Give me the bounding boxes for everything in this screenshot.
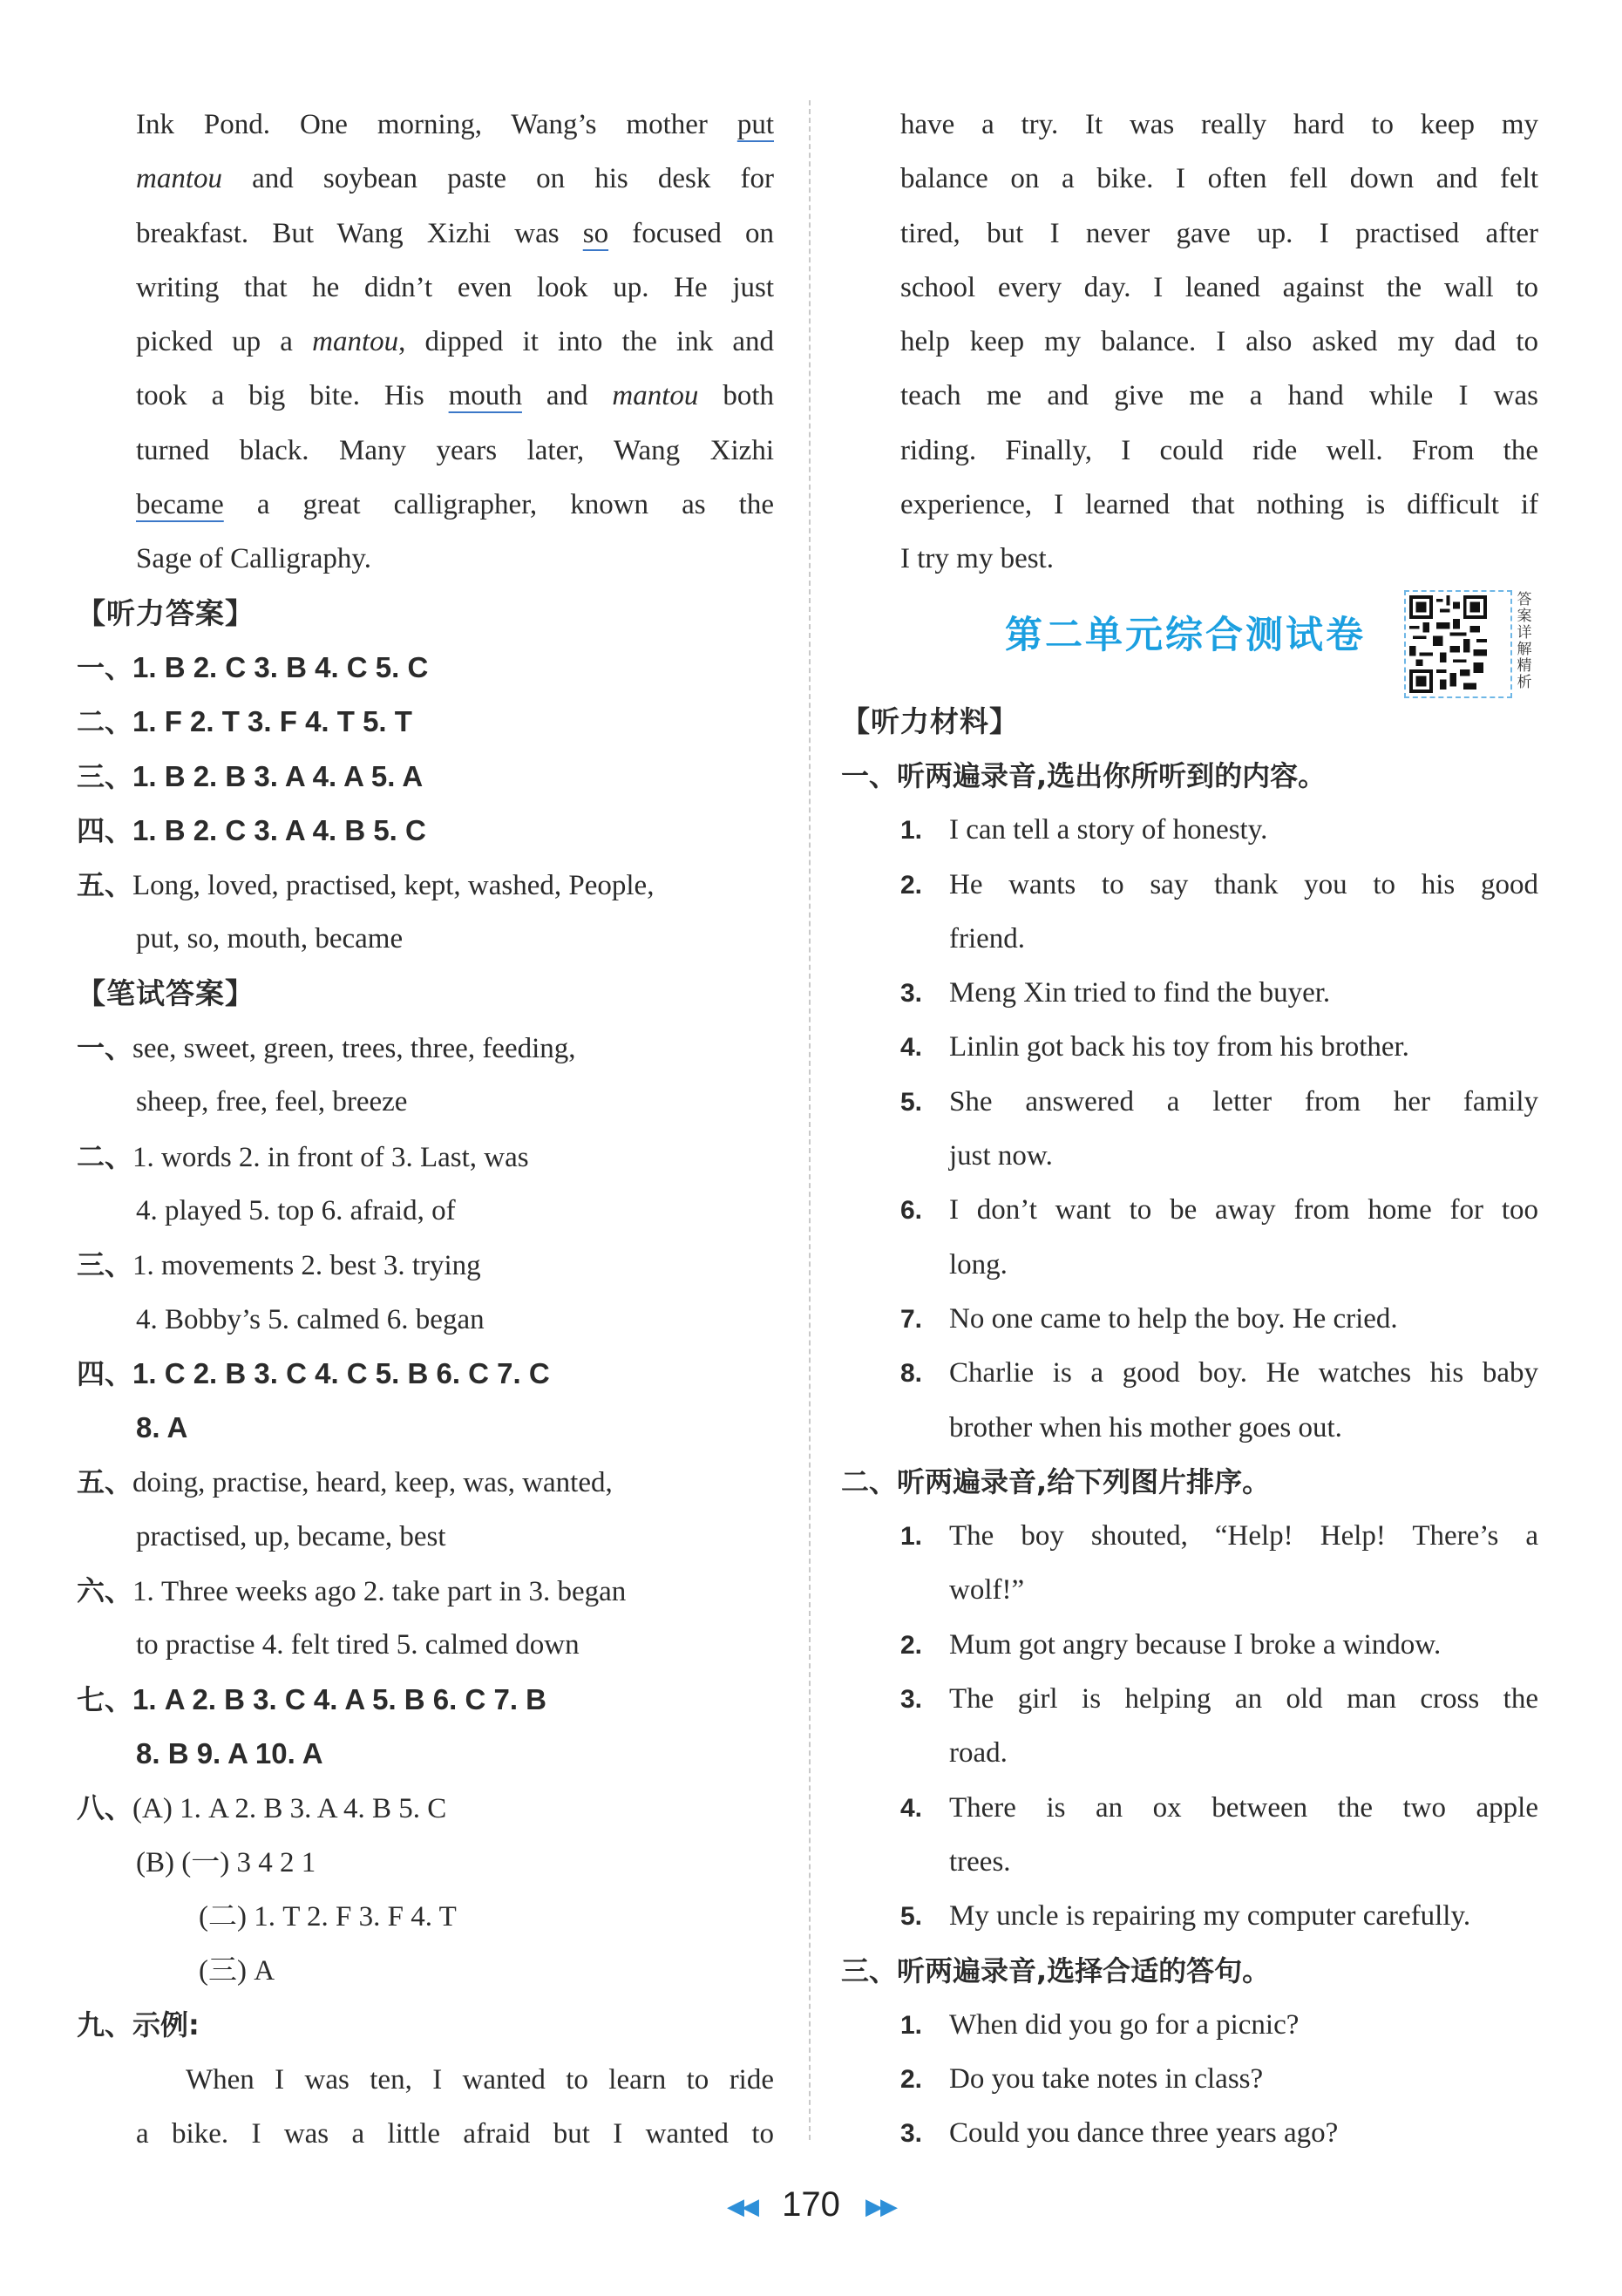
answer-row: 二、1. words 2. in front of 3. Last, was xyxy=(77,1139,529,1173)
answer-row: to practise 4. felt tired 5. calmed down xyxy=(136,1629,580,1661)
section-1-list xyxy=(841,803,1538,1455)
unit-title: 第二单元综合测试卷 xyxy=(1005,613,1366,657)
answer-row: 六、1. Three weeks ago 2. take part in 3. began xyxy=(77,1574,627,1608)
left-column xyxy=(77,98,774,2161)
unit-title-block xyxy=(841,587,1538,695)
answer-row: 8. B 9. A 10. A xyxy=(136,1736,323,1770)
listening-answers-heading: 【听力答案】 xyxy=(77,595,254,630)
next-page-arrows-icon[interactable]: ▶▶ xyxy=(865,2192,895,2219)
item-text: The boy shouted, “Help! Help! There’s a xyxy=(949,1520,1538,1552)
item-number: 8. xyxy=(900,1359,923,1389)
text-line: mantou and soybean paste on his desk for xyxy=(136,163,774,195)
list-item xyxy=(841,1183,1538,1237)
item-number: 2. xyxy=(900,1630,923,1660)
item-text: No one came to help the boy. He cried. xyxy=(949,1302,1398,1335)
text-line: writing that he didn’t even look up. He just xyxy=(136,271,774,303)
text-line: became a great calligrapher, known as the xyxy=(136,489,774,521)
list-item-continuation: just now. xyxy=(949,1140,1053,1172)
item-text: He wants to say thank you to his good xyxy=(949,868,1538,900)
answer-row: (B) (一) 3 4 2 1 xyxy=(136,1846,316,1878)
page-number: 170 xyxy=(782,2185,840,2224)
item-text: The girl is helping an old man cross the xyxy=(949,1683,1538,1715)
item-number: 2. xyxy=(900,2065,923,2095)
answer-row: practised, up, became, best xyxy=(136,1520,446,1552)
item-text: Charlie is a good boy. He watches his baby xyxy=(949,1357,1538,1389)
list-item xyxy=(841,1998,1538,2052)
essay-line: tired, but I never gave up. I practised after xyxy=(900,217,1538,249)
item-number: 3. xyxy=(900,2119,923,2149)
qr-label: 答案详解精析 xyxy=(1517,590,1532,691)
essay-line: a bike. I was a little afraid but I wanted to xyxy=(136,2117,774,2150)
item-text: There is an ox between the two apple xyxy=(949,1791,1538,1824)
item-text: Could you dance three years ago? xyxy=(949,2117,1339,2150)
list-item xyxy=(841,1346,1538,1400)
list-item xyxy=(841,1889,1538,1943)
essay-line: have a try. It was really hard to keep my xyxy=(900,109,1538,140)
list-item-continuation: long. xyxy=(949,1248,1008,1280)
essay-line: experience, I learned that nothing is difficult if xyxy=(900,489,1538,521)
list-item xyxy=(841,1075,1538,1129)
right-column xyxy=(841,98,1538,2161)
list-item xyxy=(841,1781,1538,1835)
essay-line: I try my best. xyxy=(900,543,1054,575)
item-number: 6. xyxy=(900,1196,923,1226)
section-heading: 一、听两遍录音,选出你所听到的内容。 xyxy=(841,758,1327,792)
item-text: My uncle is repairing my computer carefully. xyxy=(949,1900,1471,1933)
item-number: 4. xyxy=(900,1793,923,1823)
section-2-list xyxy=(841,1509,1538,1943)
essay-line: teach me and give me a hand while I was xyxy=(900,380,1538,412)
page-footer xyxy=(0,2185,1622,2225)
answer-row: 四、1. C 2. B 3. C 4. C 5. B 6. C 7. C xyxy=(77,1356,550,1390)
prev-page-arrows-icon[interactable]: ◀◀ xyxy=(727,2192,757,2219)
text-line: turned black. Many years later, Wang Xizhi xyxy=(136,434,774,466)
list-item xyxy=(841,1618,1538,1672)
answer-row: 一、1. B 2. C 3. B 4. C 5. C xyxy=(77,650,429,684)
list-item-continuation: wolf!” xyxy=(949,1574,1025,1607)
text-line: Sage of Calligraphy. xyxy=(136,543,372,575)
section-heading: 二、听两遍录音,给下列图片排序。 xyxy=(841,1464,1271,1498)
text-line: breakfast. But Wang Xizhi was so focused on xyxy=(136,217,774,249)
list-item xyxy=(841,966,1538,1020)
written-answers-heading: 【笔试答案】 xyxy=(77,975,254,1010)
list-item xyxy=(841,1672,1538,1726)
item-number: 4. xyxy=(900,1033,923,1063)
item-text: Mum got angry because I broke a window. xyxy=(949,1628,1442,1661)
answer-row: 4. Bobby’s 5. calmed 6. began xyxy=(136,1303,485,1335)
answer-row: 三、1. B 2. B 3. A 4. A 5. A xyxy=(77,759,424,793)
text-line: Ink Pond. One morning, Wang’s mother put xyxy=(136,109,774,140)
essay-line: riding. Finally, I could ride well. From the xyxy=(900,434,1538,466)
qr-code-icon[interactable] xyxy=(1404,590,1512,698)
text-line: took a big bite. His mouth and mantou both xyxy=(136,380,774,412)
answer-row: 二、1. F 2. T 3. F 4. T 5. T xyxy=(77,705,412,739)
list-item-continuation: friend. xyxy=(949,922,1026,954)
list-item xyxy=(841,1292,1538,1346)
item-text: Meng Xin tried to find the buyer. xyxy=(949,977,1331,1009)
item-text: Linlin got back his toy from his brother. xyxy=(949,1031,1409,1063)
answer-row: 一、see, sweet, green, trees, three, feeding, xyxy=(77,1031,576,1065)
answer-row: 五、Long, loved, practised, kept, washed, People, xyxy=(77,868,655,902)
item-number: 1. xyxy=(900,816,923,846)
item-number: 2. xyxy=(900,870,923,900)
answer-row: 四、1. B 2. C 3. A 4. B 5. C xyxy=(77,813,426,847)
list-item xyxy=(841,2106,1538,2160)
list-item xyxy=(841,803,1538,857)
answer-row: 九、示例: xyxy=(77,2008,200,2042)
list-item-continuation: road. xyxy=(949,1737,1008,1770)
answer-row: put, so, mouth, became xyxy=(136,923,404,955)
answer-row: 三、1. movements 2. best 3. trying xyxy=(77,1248,481,1282)
list-item-continuation: brother when his mother goes out. xyxy=(949,1411,1342,1443)
essay-line: school every day. I leaned against the wall to xyxy=(900,271,1538,303)
item-number: 1. xyxy=(900,2010,923,2040)
item-text: I don’t want to be away from home for too xyxy=(949,1194,1538,1226)
section-heading: 三、听两遍录音,选择合适的答句。 xyxy=(841,1953,1271,1987)
answer-row: sheep, free, feel, breeze xyxy=(136,1086,408,1118)
answer-row: 五、doing, practise, heard, keep, was, wanted, xyxy=(77,1465,613,1499)
list-item xyxy=(841,858,1538,912)
item-number: 3. xyxy=(900,1685,923,1715)
item-number: 5. xyxy=(900,1902,923,1932)
essay-line: help keep my balance. I also asked my dad to xyxy=(900,326,1538,358)
list-item xyxy=(841,1020,1538,1074)
essay-line: When I was ten, I wanted to learn to ride xyxy=(186,2063,774,2096)
text-line: picked up a mantou, dipped it into the ink and xyxy=(136,326,775,358)
answer-row: 8. A xyxy=(136,1411,188,1444)
answer-row: 八、(A) 1. A 2. B 3. A 4. B 5. C xyxy=(77,1791,447,1825)
item-text: She answered a letter from her family xyxy=(949,1085,1538,1117)
essay-line: balance on a bike. I often fell down and felt xyxy=(900,163,1538,195)
item-text: Do you take notes in class? xyxy=(949,2063,1264,2096)
answer-row: (二) 1. T 2. F 3. F 4. T xyxy=(199,1900,457,1933)
item-text: I can tell a story of honesty. xyxy=(949,814,1268,846)
item-number: 7. xyxy=(900,1304,923,1334)
listening-material-heading: 【听力材料】 xyxy=(841,703,1019,738)
list-item-continuation: trees. xyxy=(949,1845,1011,1878)
item-number: 1. xyxy=(900,1522,923,1552)
answer-row: 4. played 5. top 6. afraid, of xyxy=(136,1194,456,1226)
item-number: 5. xyxy=(900,1087,923,1117)
item-text: When did you go for a picnic? xyxy=(949,2008,1300,2041)
section-3-list xyxy=(841,1998,1538,2161)
answer-row: (三) A xyxy=(199,1955,275,1987)
item-number: 3. xyxy=(900,979,923,1009)
answer-row: 七、1. A 2. B 3. C 4. A 5. B 6. C 7. B xyxy=(77,1682,547,1716)
list-item xyxy=(841,2052,1538,2106)
list-item xyxy=(841,1509,1538,1563)
column-divider xyxy=(809,100,811,2140)
